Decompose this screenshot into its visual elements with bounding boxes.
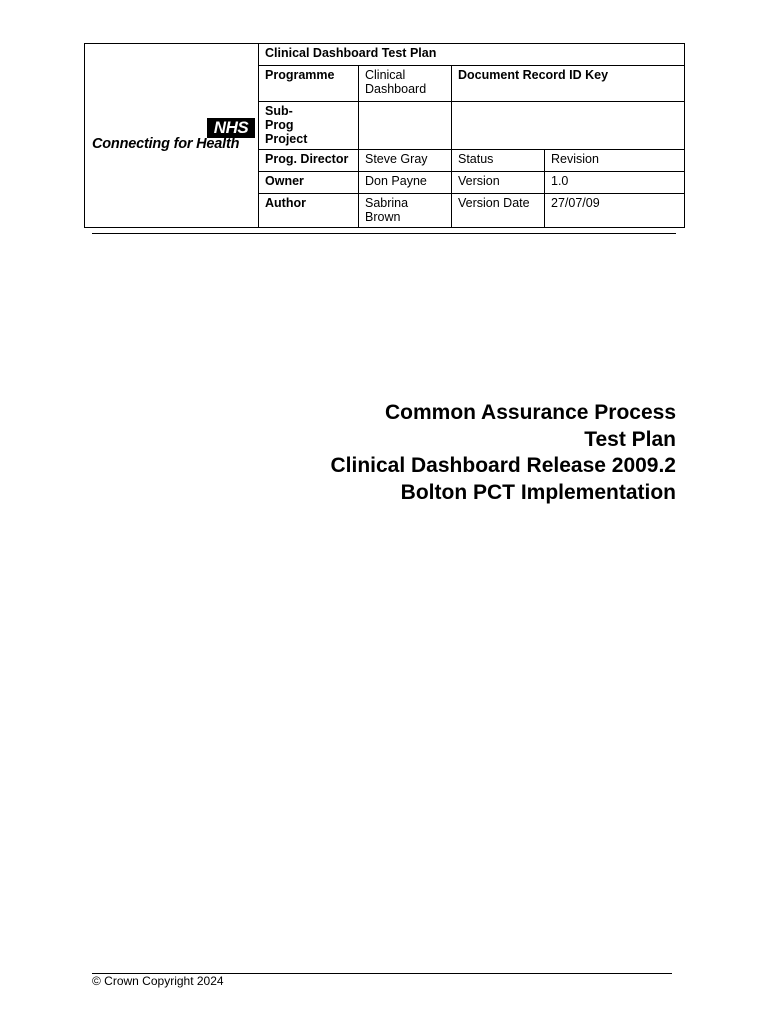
nhs-cfh-logo <box>85 106 258 166</box>
nhs-badge: NHS <box>207 118 255 138</box>
title-line-2: Test Plan <box>584 427 676 451</box>
status-label: Status <box>452 150 545 172</box>
status-value: Revision <box>545 150 685 172</box>
version-value: 1.0 <box>545 172 685 194</box>
record-id-label: Document Record ID Key <box>452 66 685 102</box>
copyright-footer: © Crown Copyright 2024 <box>92 974 224 988</box>
owner-value: Don Payne <box>359 172 452 194</box>
programme-label: Programme <box>259 66 359 102</box>
version-date-label: Version Date <box>452 194 545 228</box>
director-label: Prog. Director <box>259 150 359 172</box>
author-value: Sabrina Brown <box>359 194 452 228</box>
director-value: Steve Gray <box>359 150 452 172</box>
doc-title-cell: Clinical Dashboard Test Plan <box>259 44 685 66</box>
record-id-value <box>452 102 685 150</box>
subprog-label: Sub-Prog Project <box>259 102 359 150</box>
title-line-1: Common Assurance Process <box>385 401 676 424</box>
logo-tagline: Connecting for Health <box>92 135 240 152</box>
author-label: Author <box>259 194 359 228</box>
document-title-block <box>330 400 676 506</box>
subprog-value <box>359 102 452 150</box>
version-date-value: 27/07/09 <box>545 194 685 228</box>
header-divider <box>92 233 676 234</box>
version-label: Version <box>452 172 545 194</box>
title-line-4: Bolton PCT Implementation <box>400 480 676 504</box>
owner-label: Owner <box>259 172 359 194</box>
logo-cell <box>85 44 259 228</box>
title-line-3: Clinical Dashboard Release 2009.2 <box>330 454 676 477</box>
programme-value: Clinical Dashboard <box>359 66 452 102</box>
document-header-table <box>84 43 685 228</box>
